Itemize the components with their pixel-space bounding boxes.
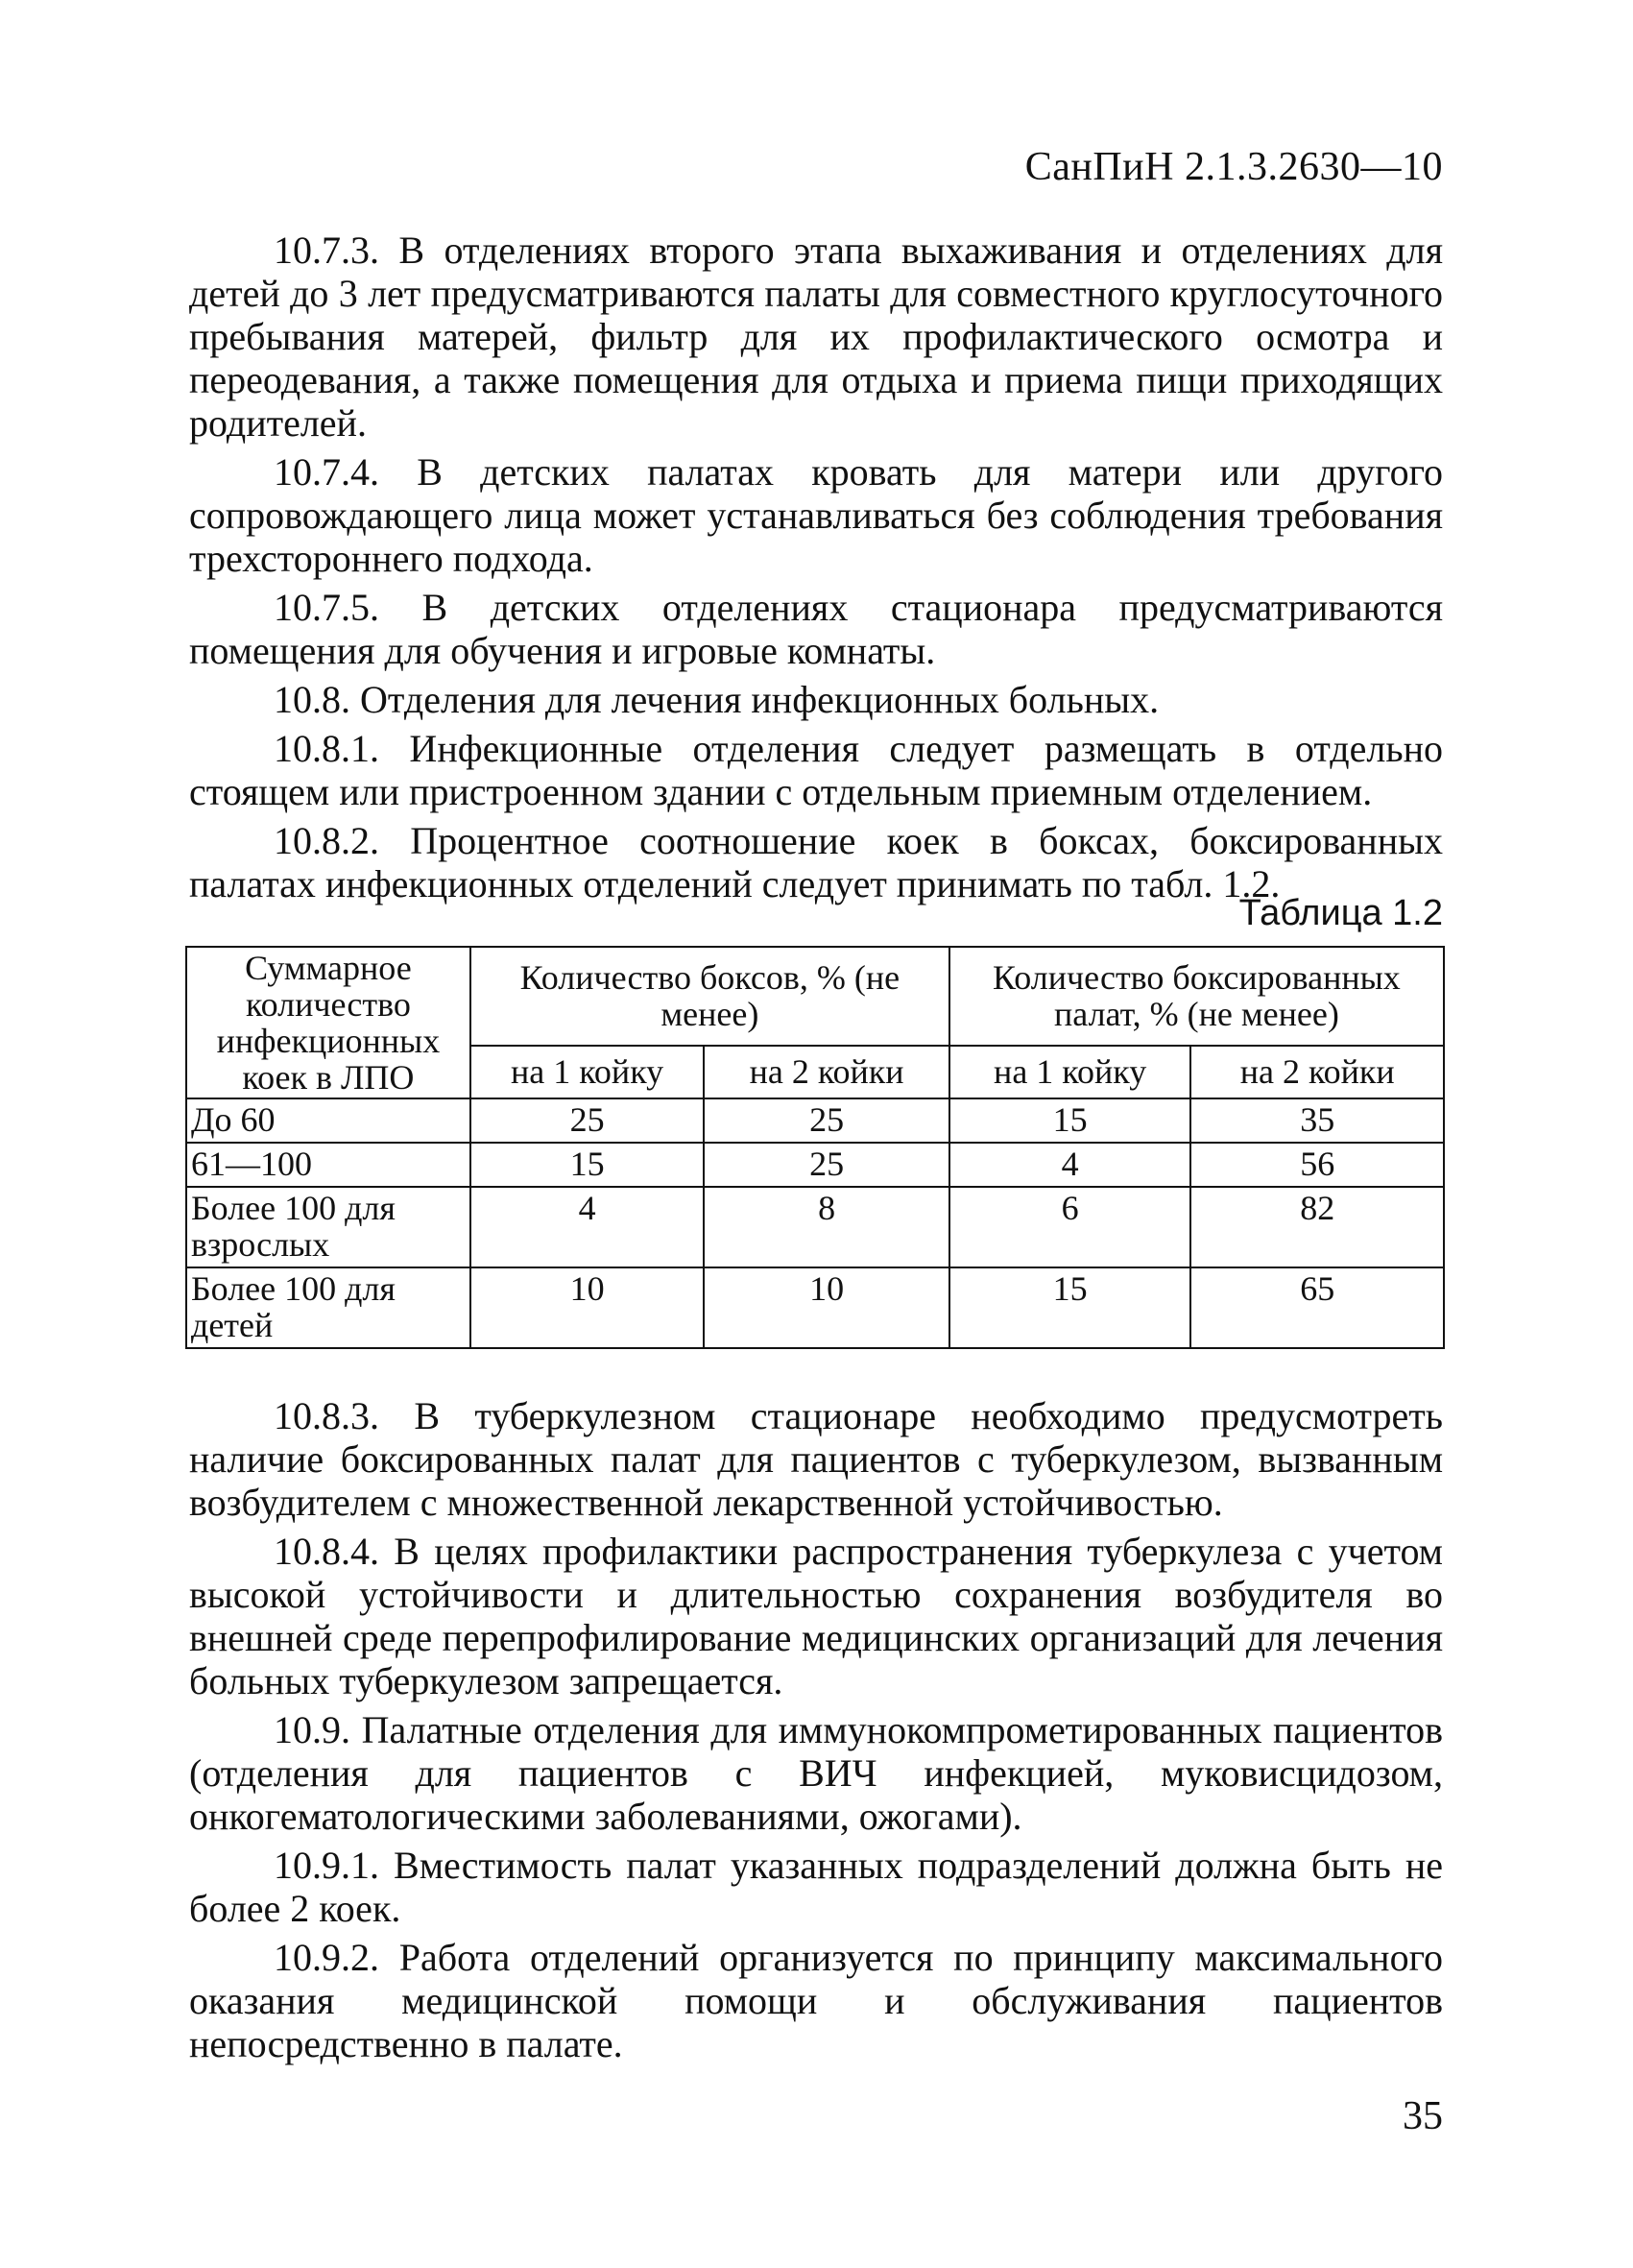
row-label: Более 100 для взрослых [186, 1187, 470, 1267]
cell-value: 65 [1190, 1267, 1444, 1348]
cell-value: 6 [949, 1187, 1191, 1267]
paragraph-10-8: 10.8. Отделения для лечения инфекционных больных. [274, 678, 1160, 721]
cell-value: 56 [1190, 1143, 1444, 1187]
paragraph-10-8-1: 10.8.1. Инфекционные отделения следует размещать в отдельно стоящем или пристроенном здании с отдельным приемным отделением. [189, 727, 1443, 813]
table-caption: Таблица 1.2 [1238, 893, 1443, 933]
paragraph-10-7-4: 10.7.4. В детских палатах кровать для матери или другого сопровождающего лица может устанавливаться без соблюдения требования трехстороннего подхода. [189, 450, 1443, 580]
paragraph-10-9-2: 10.9.2. Работа отделений организуется по принципу максимального оказания медицинской помощи и обслуживания пациентов непосредственно в палате. [189, 1936, 1443, 2065]
paragraph-10-8-2: 10.8.2. Процентное соотношение коек в боксах, боксированных палатах инфекционных отделений следует принимать по табл. 1.2. [189, 819, 1443, 905]
row-label: Более 100 для детей [186, 1267, 470, 1348]
cell-value: 4 [949, 1143, 1191, 1187]
document-code-header: СанПиН 2.1.3.2630—10 [1024, 145, 1443, 189]
paragraph-10-7-5: 10.7.5. В детских отделениях стационара предусматриваются помещения для обучения и игровые комнаты. [189, 586, 1443, 672]
cell-value: 10 [704, 1267, 949, 1348]
paragraph-10-7-3: 10.7.3. В отделениях второго этапа выхаживания и отделениях для детей до 3 лет предусматриваются палаты для совместного круглосуточного пребывания матерей, фильтр для их профилактического осмотра и переодевания, а также помещения для отдыха и приема пищи приходящих родителей. [189, 229, 1443, 445]
table-row [186, 1143, 1444, 1187]
table-row [186, 1098, 1444, 1143]
cell-value: 25 [704, 1098, 949, 1143]
body-text-top [189, 229, 1443, 911]
paragraph-10-8-4: 10.8.4. В целях профилактики распространения туберкулеза с учетом высокой устойчивости и длительностью сохранения возбудителя во внешней среде перепрофилирование медицинских организаций для лечения больных туберкулезом запрещается. [189, 1530, 1443, 1702]
body-text-bottom [189, 1394, 1443, 2071]
row-label: 61—100 [186, 1143, 470, 1187]
cell-value: 25 [470, 1098, 705, 1143]
cell-value: 15 [949, 1098, 1191, 1143]
header-boxed-wards: Количество боксированных палат, % (не менее) [949, 947, 1444, 1046]
table-row [186, 1267, 1444, 1348]
row-label: До 60 [186, 1098, 470, 1143]
cell-value: 4 [470, 1187, 705, 1267]
header-total-beds: Суммарное количество инфекционных коек в ЛПО [186, 947, 470, 1098]
cell-value: 15 [949, 1267, 1191, 1348]
subheader-boxes-1-bed: на 1 койку [470, 1046, 705, 1098]
cell-value: 25 [704, 1143, 949, 1187]
cell-value: 8 [704, 1187, 949, 1267]
table-header-row [186, 947, 1444, 1046]
page-number: 35 [1403, 2094, 1443, 2138]
cell-value: 35 [1190, 1098, 1444, 1143]
subheader-wards-1-bed: на 1 койку [949, 1046, 1191, 1098]
subheader-boxes-2-beds: на 2 койки [704, 1046, 949, 1098]
paragraph-10-9: 10.9. Палатные отделения для иммунокомпрометированных пациентов (отделения для пациентов с ВИЧ инфекцией, муковисцидозом, онкогематологическими заболеваниями, ожогами). [189, 1708, 1443, 1838]
beds-table [185, 946, 1445, 1349]
paragraph-10-8-3: 10.8.3. В туберкулезном стационаре необходимо предусмотреть наличие боксированных палат для пациентов с туберкулезом, вызванным возбудителем с множественной лекарственной устойчивостью. [189, 1394, 1443, 1524]
subheader-wards-2-beds: на 2 койки [1190, 1046, 1444, 1098]
cell-value: 10 [470, 1267, 705, 1348]
table-row [186, 1187, 1444, 1267]
header-boxes: Количество боксов, % (не менее) [470, 947, 949, 1046]
cell-value: 82 [1190, 1187, 1444, 1267]
paragraph-10-9-1: 10.9.1. Вместимость палат указанных подразделений должна быть не более 2 коек. [189, 1844, 1443, 1930]
cell-value: 15 [470, 1143, 705, 1187]
